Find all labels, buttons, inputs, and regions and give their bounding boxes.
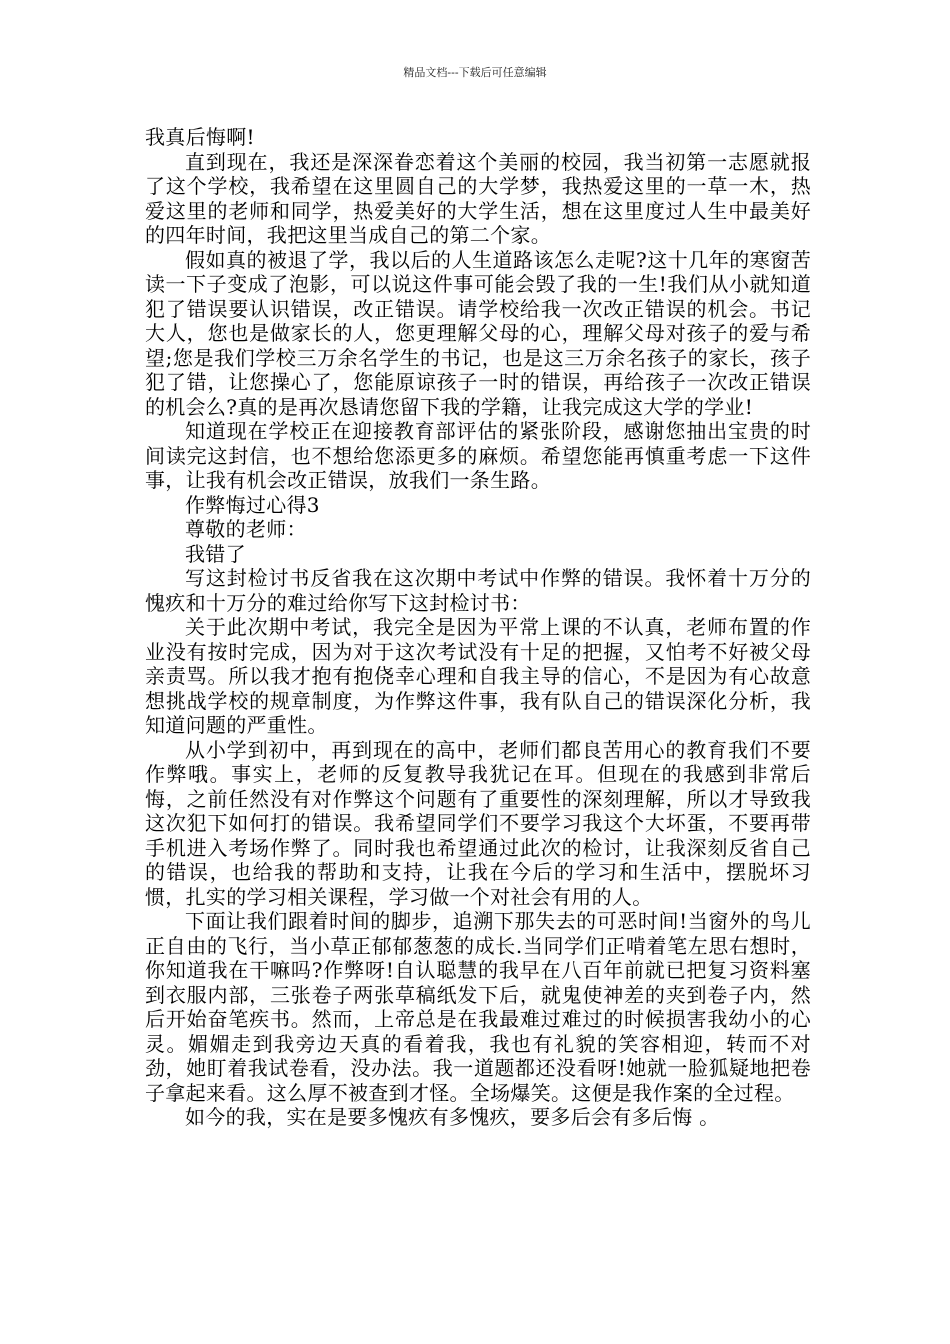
section-title: 作弊悔过心得3: [185, 492, 320, 517]
salutation: 尊敬的老师：: [185, 517, 307, 541]
opening-line: 我错了: [185, 541, 246, 566]
page-header: 精品文档---下载后可任意编辑: [403, 66, 547, 79]
paragraph-1: 我真后悔啊!: [145, 125, 255, 149]
paragraph-5: 写这封检讨书反省我在这次期中考试中作弊的错误。我怀着十万分的愧疚和十万分的难过给你写下这封检讨书：: [145, 566, 811, 615]
paragraph-3: 假如真的被退了学，我以后的人生道路该怎么走呢?这十几年的寒窗苦读一下子变成了泡影，可以说这件事可能会毁了我的一生!我们从小就知道犯了错误要认识错误，改正错误。请学校给我一次改正错误的机会。书记大人，您也是做家长的人，您更理解父母的心，理解父母对孩子的爱与希望;您是我们学校三万余名学生的书记，也是这三万余名孩子的家长，孩子犯了错，让您操心了，您能原谅孩子一时的错误，再给孩子一次改正错误的机会么?真的是再次恳请您留下我的学籍，让我完成这大学的学业!: [145, 247, 811, 419]
paragraph-7: 从小学到初中，再到现在的高中，老师们都良苦用心的教育我们不要作弊哦。事实上，老师的反复教导我犹记在耳。但现在的我感到非常后悔，之前任然没有对作弊这个问题有了重要性的深刻理解，所以才导致我这次犯下如何打的错误。我希望同学们不要学习我这个大坏蛋，不要再带手机进入考场作弊了。同时我也希望通过此次的检讨，让我深刻反省自己的错误，也给我的帮助和支持，让我在今后的学习和生活中，摆脱坏习惯，扎实的学习相关课程，学习做一个对社会有用的人。: [145, 737, 811, 909]
paragraph-2: 直到现在，我还是深深眷恋着这个美丽的校园，我当初第一志愿就报了这个学校，我希望在这里圆自己的大学梦，我热爱这里的一草一木，热爱这里的老师和同学，热爱美好的大学生活，想在这里度过人生中最美好的四年时间，我把这里当成自己的第二个家。: [145, 149, 811, 247]
paragraph-9: 如今的我，实在是要多愧疚有多愧疚，要多后会有多后悔 。: [185, 1105, 720, 1129]
document-body: [145, 125, 811, 1130]
paragraph-8: 下面让我们跟着时间的脚步，追溯下那失去的可恶时间!当窗外的鸟儿正自由的飞行，当小草正郁郁葱葱的成长.当同学们正啃着笔左思右想时，你知道我在干嘛吗?作弊呀!自认聪慧的我早在八百年前就已把复习资料塞到衣服内部，三张卷子两张草稿纸发下后，就鬼使神差的夹到卷子内，然后开始奋笔疾书。然而，上帝总是在我最难过难过的时候损害我幼小的心灵。媚媚走到我旁边天真的看着我，我也有礼貌的笑容相迎，转而不对劲，她盯着我试卷看，没办法。我一道题都还没看呀!她就一脸狐疑地把卷子拿起来看。这么厚不被查到才怪。全场爆笑。这便是我作案的全过程。: [145, 909, 811, 1105]
paragraph-4: 知道现在学校正在迎接教育部评估的紧张阶段，感谢您抽出宝贵的时间读完这封信，也不想给您添更多的麻烦。希望您能再慎重考虑一下这件事，让我有机会改正错误，放我们一条生路。: [145, 419, 811, 492]
paragraph-6: 关于此次期中考试，我完全是因为平常上课的不认真，老师布置的作业没有按时完成，因为对于这次考试没有十足的把握，又怕考不好被父母亲责骂。所以我才抱有抱侥幸心理和自我主导的信心，不是因为有心故意想挑战学校的规章制度，为作弊这件事，我有队自己的错误深化分析，我知道问题的严重性。: [145, 615, 811, 737]
